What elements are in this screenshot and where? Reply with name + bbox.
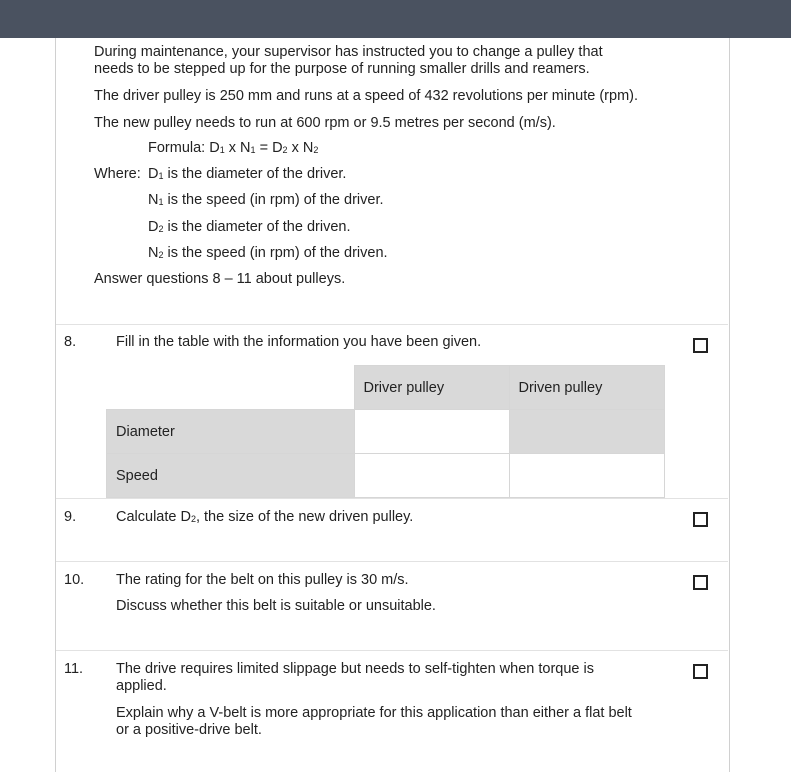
where-item-n1: N1 is the speed (in rpm) of the driver. (148, 192, 384, 208)
question-11-line-1b: applied. (116, 678, 167, 694)
pulley-table (106, 365, 665, 498)
question-10-checkbox[interactable] (693, 575, 708, 590)
driven-diameter-cell (509, 410, 664, 454)
divider (56, 561, 728, 562)
divider (56, 324, 728, 325)
question-11-checkbox[interactable] (693, 664, 708, 679)
table-row (107, 454, 665, 498)
where-label: Where: (94, 166, 141, 182)
row-label-diameter: Diameter (107, 410, 355, 454)
table-row (107, 410, 665, 454)
question-number: 9. (64, 509, 77, 525)
where-item-d2: D2 is the diameter of the driven. (148, 219, 351, 235)
header-driven-pulley: Driven pulley (509, 366, 664, 410)
question-11-line-1a: The drive requires limited slippage but needs to self-tighten when torque is (116, 661, 594, 677)
question-number: 10. (64, 572, 85, 588)
row-label-speed: Speed (107, 454, 355, 498)
question-number: 11. (64, 661, 84, 677)
intro-paragraph-1-line-1: During maintenance, your supervisor has instructed you to change a pulley that (94, 44, 603, 60)
driver-diameter-cell[interactable] (354, 410, 509, 454)
formula: Formula: D1 x N1 = D2 x N2 (148, 140, 319, 156)
question-11-line-2b: or a positive-drive belt. (116, 722, 262, 738)
question-10-line-2: Discuss whether this belt is suitable or unsuitable. (116, 598, 436, 614)
divider (56, 650, 728, 651)
intro-paragraph-2: The driver pulley is 250 mm and runs at a speed of 432 revolutions per minute (rpm). (94, 88, 639, 104)
question-8-text: Fill in the table with the information you have been given. (116, 334, 482, 350)
driver-speed-cell[interactable] (354, 454, 509, 498)
question-9-checkbox[interactable] (693, 512, 708, 527)
question-number: 8. (64, 334, 77, 350)
where-item-n2: N2 is the speed (in rpm) of the driven. (148, 245, 388, 261)
intro-paragraph-3: The new pulley needs to run at 600 rpm or 9.5 metres per second (m/s). (94, 115, 556, 131)
question-10-line-1: The rating for the belt on this pulley is 30 m/s. (116, 572, 409, 588)
table-header-row (107, 366, 665, 410)
table-corner-cell (107, 366, 355, 410)
where-item-d1: D1 is the diameter of the driver. (148, 166, 347, 182)
divider (56, 498, 728, 499)
driven-speed-cell[interactable] (509, 454, 664, 498)
header-driver-pulley: Driver pulley (354, 366, 509, 410)
question-11-line-2a: Explain why a V-belt is more appropriate for this application than either a flat belt (116, 705, 632, 721)
intro-paragraph-1-line-2: needs to be stepped up for the purpose of running smaller drills and reamers. (94, 61, 590, 77)
question-9-text: Calculate D2, the size of the new driven pulley. (116, 509, 414, 525)
answer-prompt: Answer questions 8 – 11 about pulleys. (94, 271, 346, 287)
top-toolbar (0, 0, 791, 38)
question-8-checkbox[interactable] (693, 338, 708, 353)
